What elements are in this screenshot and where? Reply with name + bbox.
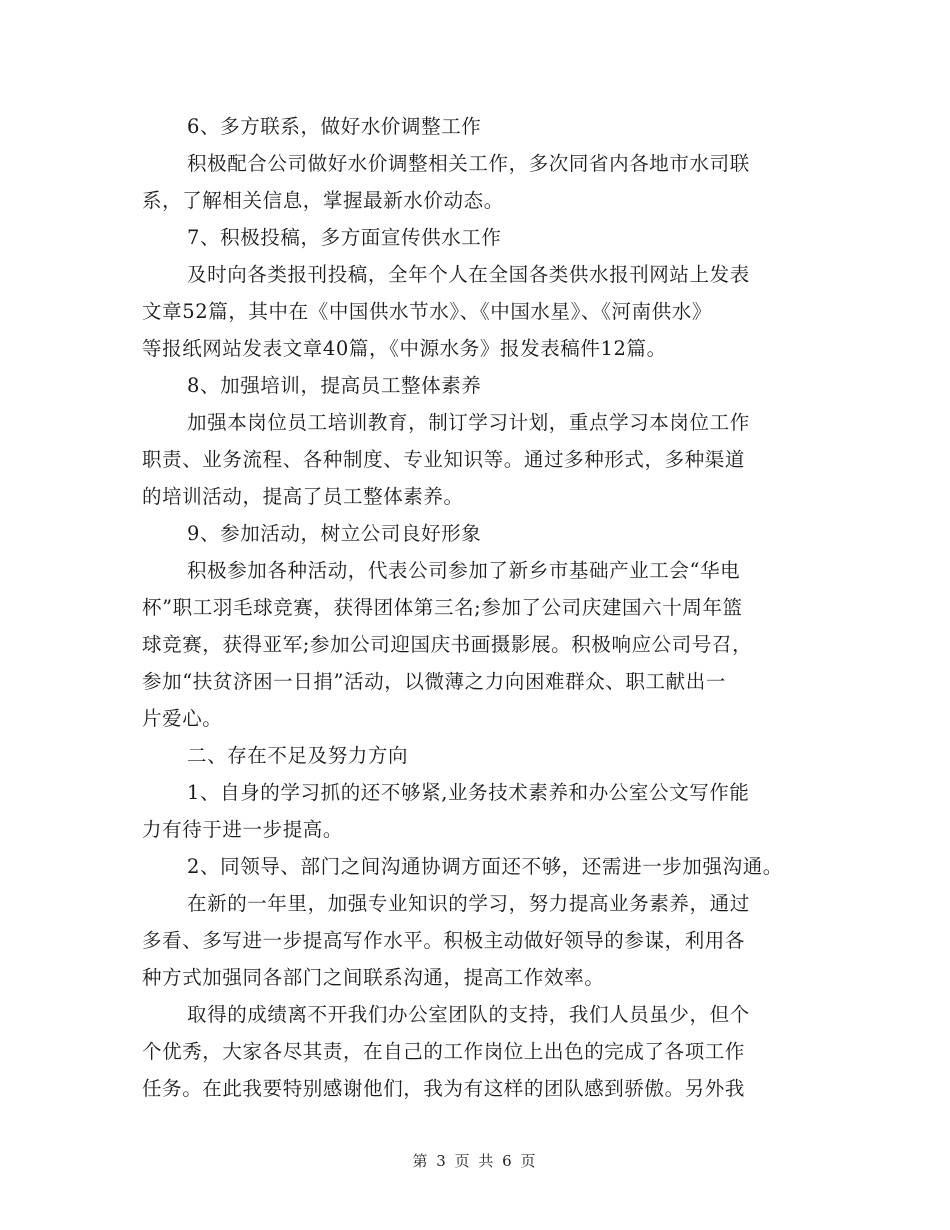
text-line: 片爱心。: [142, 707, 223, 730]
text-line: 力有待于进一步提高。: [142, 818, 344, 841]
text-line: 积极配合公司做好水价调整相关工作，多次同省内各地市水司联: [187, 152, 750, 175]
text-line: 任务。在此我要特别感谢他们，我为有这样的团队感到骄傲。另外我: [142, 1077, 746, 1100]
text-line: 职责、业务流程、各种制度、专业知识等。通过多种形式，多种渠道: [142, 448, 746, 471]
text-line: 多看、多写进一步提高写作水平。积极主动做好领导的参谋，利用各: [142, 929, 746, 952]
text-line: 7、积极投稿，多方面宣传供水工作: [187, 226, 502, 249]
text-line: 的培训活动，提高了员工整体素养。: [142, 485, 464, 508]
text-line: 6、多方联系，做好水价调整工作: [187, 115, 482, 138]
text-line: 个优秀，大家各尽其责，在自己的工作岗位上出色的完成了各项工作: [142, 1040, 746, 1063]
document-body: [142, 108, 832, 1107]
text-line: 文章52篇，其中在《中国供水节水》、《中国水星》、《河南供水》: [142, 300, 712, 323]
text-line: 9、参加活动，树立公司良好形象: [187, 522, 482, 545]
text-line: 取得的成绩离不开我们办公室团队的支持，我们人员虽少，但个: [187, 1003, 750, 1026]
text-line: 1、自身的学习抓的还不够紧,业务技术素养和办公室公文写作能: [187, 781, 750, 804]
text-line: 等报纸网站发表文章40篇，《中源水务》报发表稿件12篇。: [142, 337, 667, 360]
text-line: 系，了解相关信息，掌握最新水价动态。: [142, 189, 504, 212]
text-line: 8、加强培训，提高员工整体素养: [187, 374, 482, 397]
text-line: 在新的一年里，加强专业知识的学习，努力提高业务素养，通过: [187, 892, 750, 915]
text-line: 2、同领导、部门之间沟通协调方面还不够，还需进一步加强沟通。: [187, 855, 783, 878]
text-line: 参加“扶贫济困一日捐”活动，以微薄之力向困难群众、职工献出一: [142, 670, 726, 693]
page-footer: 第 3 页 共 6 页: [412, 1152, 538, 1170]
text-line: 及时向各类报刊投稿，全年个人在全国各类供水报刊网站上发表: [187, 263, 750, 286]
text-line: 种方式加强同各部门之间联系沟通，提高工作效率。: [142, 966, 605, 989]
text-line: 积极参加各种活动，代表公司参加了新乡市基础产业工会“华电: [187, 559, 741, 582]
text-line: 二、存在不足及努力方向: [187, 744, 409, 767]
text-line: 球竞赛，获得亚军;参加公司迎国庆书画摄影展。积极响应公司号召，: [142, 633, 753, 656]
text-line: 杯”职工羽毛球竞赛，获得团体第三名;参加了公司庆建国六十周年篮: [142, 596, 743, 619]
text-line: 加强本岗位员工培训教育，制订学习计划，重点学习本岗位工作: [187, 411, 750, 434]
